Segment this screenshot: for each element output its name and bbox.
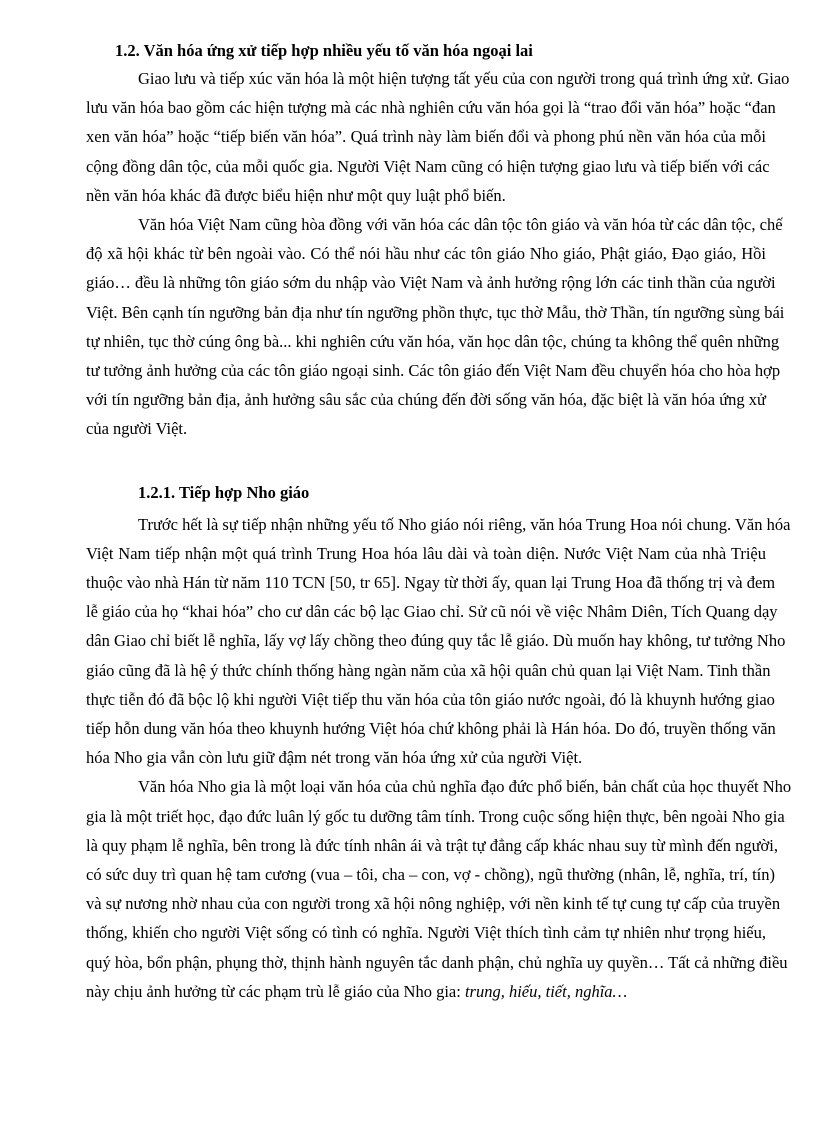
paragraph (86, 210, 785, 444)
text-line: hóa Nho gia vẫn còn lưu giữ đậm nét trong văn hóa ứng xử của người Việt. (86, 748, 583, 768)
text-line: độ xã hội khác từ bên ngoài vào. Có thể nói hầu như các tôn giáo Nho giáo, Phật giáo, Đạo giáo, Hồi (86, 244, 766, 264)
text-line: thống, khiến cho người Việt sống có tình có nghĩa. Người Việt thích tình cảm tự nhiên như trọng hiếu, (86, 923, 766, 943)
text-line: lễ giáo của họ “khai hóa” cho cư dân các bộ lạc Giao chỉ. Sử cũ nói về việc Nhâm Diên, Tích Quang dạy (86, 602, 778, 622)
text-line: gia là một triết học, đạo đức luân lý gốc tu dưỡng tâm tính. Trong cuộc sống hiện thực, bên ngoài Nho gia (86, 806, 785, 826)
text-line: quý hòa, bổn phận, phụng thờ, thịnh hành nguyên tắc danh phận, chủ nghĩa uy quyền… Tất cả những điều (86, 952, 788, 972)
text-line: dân Giao chỉ biết lễ nghĩa, lấy vợ lấy chồng theo đúng quy tắc lễ giáo. Dù muốn hay không, tư tưởng Nho (86, 631, 786, 651)
text-line: là quy phạm lễ nghĩa, bên trong là đức tính nhân ái và trật tự đẳng cấp khác nhau suy từ mình đến người, (86, 835, 778, 855)
document-body (86, 40, 792, 1006)
text-line: nền văn hóa khác đã được biểu hiện như một quy luật phổ biến. (86, 185, 506, 205)
text-line: tự nhiên, tục thờ cúng ông bà... khi nghiên cứu văn hóa, văn học dân tộc, chúng ta không thể quên những (86, 331, 780, 351)
final-line-text: này chịu ảnh hưởng từ các phạm trù lễ giáo của Nho gia: (86, 981, 465, 1001)
text-line: của người Việt. (86, 419, 188, 439)
text-line-final (86, 977, 766, 1006)
text-line: giáo cũng đã là hệ ý thức chính thống hàng ngàn năm của xã hội quân chủ quan lại Việt Nam. Tinh thần (86, 660, 771, 680)
text-line: và sự nương nhờ nhau của con người trong xã hội nông nghiệp, với nền kinh tế tự cung tự cấp của truyền (86, 894, 781, 914)
text-line: Văn hóa Nho gia là một loại văn hóa của chủ nghĩa đạo đức phổ biến, bản chất của học thuyết Nho (138, 777, 792, 797)
text-line: Văn hóa Việt Nam cũng hòa đồng với văn hóa các dân tộc tôn giáo và văn hóa từ các dân tộc, chế (138, 215, 783, 235)
text-line: Trước hết là sự tiếp nhận những yếu tố Nho giáo nói riêng, văn hóa Trung Hoa nói chung. Văn hóa (138, 514, 791, 534)
text-line: thuộc vào nhà Hán từ năm 110 TCN [50, tr 65]. Ngay từ thời ấy, quan lại Trung Hoa đã thống trị và đem (86, 573, 776, 593)
paragraph (86, 510, 791, 773)
text-line: tiếp hỗn dung văn hóa theo khuynh hướng Việt hóa chứ không phải là Hán hóa. Do đó, truyền thống văn (86, 719, 776, 739)
text-line: lưu văn hóa bao gồm các hiện tượng mà các nhà nghiên cứu văn hóa gọi là “trao đổi văn hóa” hoặc “đan (86, 98, 776, 118)
section-heading-1-2: 1.2. Văn hóa ứng xử tiếp hợp nhiều yếu tố văn hóa ngoại lai (115, 41, 533, 60)
final-line-italic: trung, hiếu, tiết, nghĩa… (464, 981, 628, 1001)
text-line: Việt Nam tiếp nhận một quá trình Trung Hoa hóa lâu dài và toàn diện. Nước Việt Nam của nhà Triệu (86, 543, 766, 563)
text-line: có sức duy trì quan hệ tam cương (vua – tôi, cha – con, vợ - chồng), ngũ thường (nhân, lễ, nghĩa, trí, tín) (86, 865, 776, 885)
text-line: Việt. Bên cạnh tín ngưỡng bản địa như tín ngưỡng phồn thực, tục thờ Mẫu, thờ Thần, tín ngưỡng sùng bái (86, 302, 785, 322)
text-line: Giao lưu và tiếp xúc văn hóa là một hiện tượng tất yếu của con người trong quá trình ứng xử. Giao (138, 69, 790, 88)
text-line: cộng đồng dân tộc, của mỗi quốc gia. Người Việt Nam cũng có hiện tượng giao lưu và tiếp biến với các (86, 156, 770, 176)
text-line: xen văn hóa” hoặc “tiếp biến văn hóa”. Quá trình này làm biến đổi và phong phú nền văn hóa của mỗi (86, 127, 766, 147)
text-line: tư tưởng ảnh hưởng của các tôn giáo ngoại sinh. Các tôn giáo đến Việt Nam đều chuyển hóa cho hòa hợp (86, 361, 781, 381)
paragraph (86, 64, 790, 210)
text-line: với tín ngưỡng bản địa, ảnh hưởng sâu sắc của chúng đến đời sống văn hóa, đặc biệt là văn hóa ứng xử (86, 390, 766, 410)
section-heading-1-2-1: 1.2.1. Tiếp hợp Nho giáo (138, 482, 310, 502)
text-line: giáo… đều là những tôn giáo sớm du nhập vào Việt Nam và ảnh hưởng rộng lớn các tinh thần của người (86, 273, 776, 293)
text-line: thực tiễn đó đã bộc lộ khi người Việt tiếp thu văn hóa của tôn giáo nước ngoài, đó là khuynh hướng giao (86, 689, 775, 709)
paragraph (86, 772, 792, 1006)
